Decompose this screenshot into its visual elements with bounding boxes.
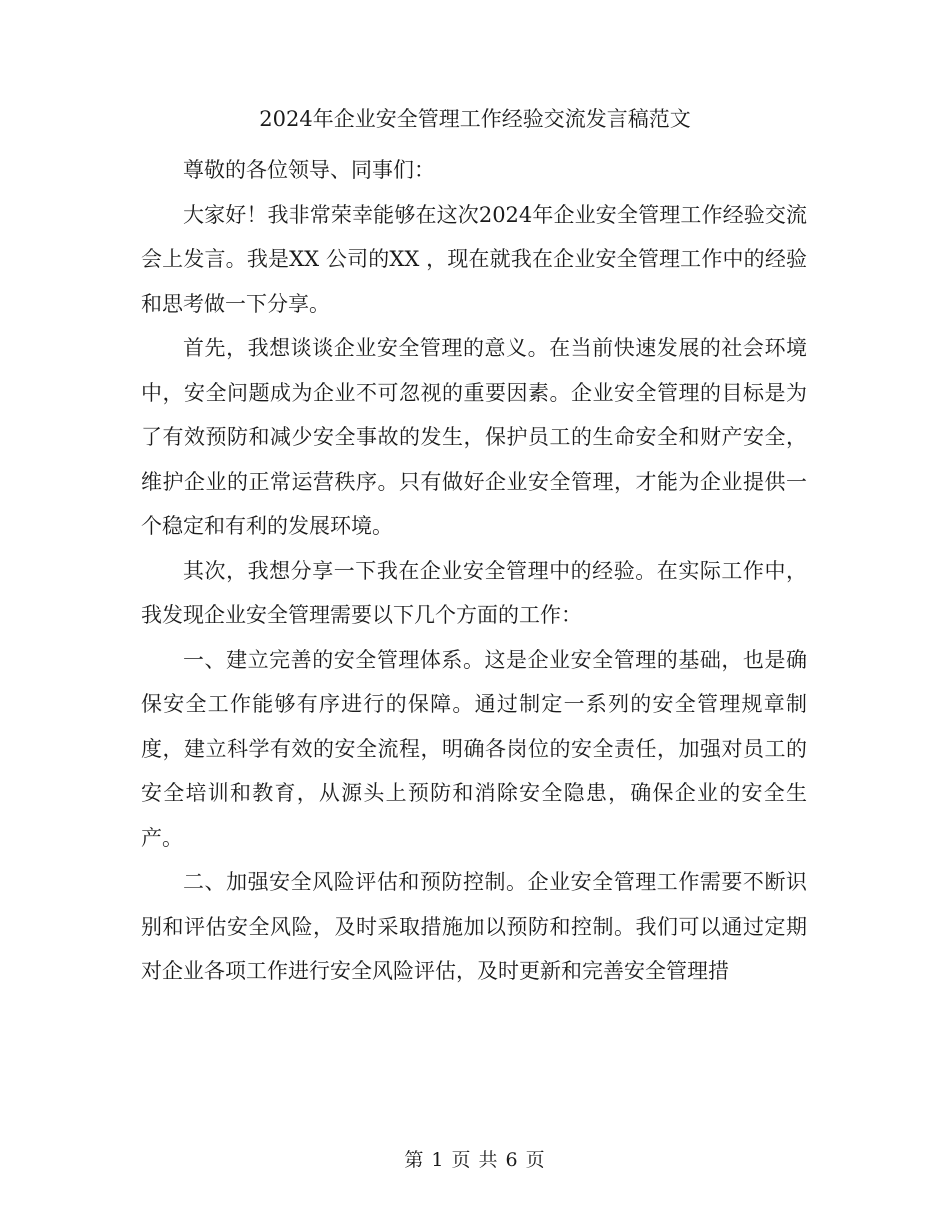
greeting-paragraph: 大家好！我非常荣幸能够在这次2024年企业安全管理工作经验交流会上发言。我是XX 公司的XX ，现在就我在企业安全管理工作中的经验和思考做一下分享。 [141,202,807,316]
experience-intro-paragraph: 其次，我想分享一下我在企业安全管理中的经验。在实际工作中，我发现企业安全管理需要以下几个方面的工作： [141,558,807,627]
salutation-paragraph: 尊敬的各位领导、同事们： [183,158,435,182]
document-body [141,148,807,994]
point-two-paragraph: 二、加强安全风险评估和预防控制。企业安全管理工作需要不断识别和评估安全风险，及时采取措施加以预防和控制。我们可以通过定期对企业各项工作进行安全风险评估，及时更新和完善安全管理措 [141,870,807,983]
significance-paragraph: 首先，我想谈谈企业安全管理的意义。在当前快速发展的社会环境中，安全问题成为企业不可忽视的重要因素。企业安全管理的目标是为了有效预防和减少安全事故的发生，保护员工的生命安全和财产安全，维护企业的正常运营秩序。只有做好企业安全管理，才能为企业提供一个稳定和有利的发展环境。 [141,336,807,538]
point-one-paragraph: 一、建立完善的安全管理体系。这是企业安全管理的基础，也是确保安全工作能够有序进行的保障。通过制定一系列的安全管理规章制度，建立科学有效的安全流程，明确各岗位的安全责任，加强对员工的安全培训和教育，从源头上预防和消除安全隐患，确保企业的安全生产。 [141,647,807,850]
page-number-footer: 第 1 页 共 6 页 [404,1149,546,1171]
document-title: 2024年企业安全管理工作经验交流发言稿范文 [259,107,691,131]
